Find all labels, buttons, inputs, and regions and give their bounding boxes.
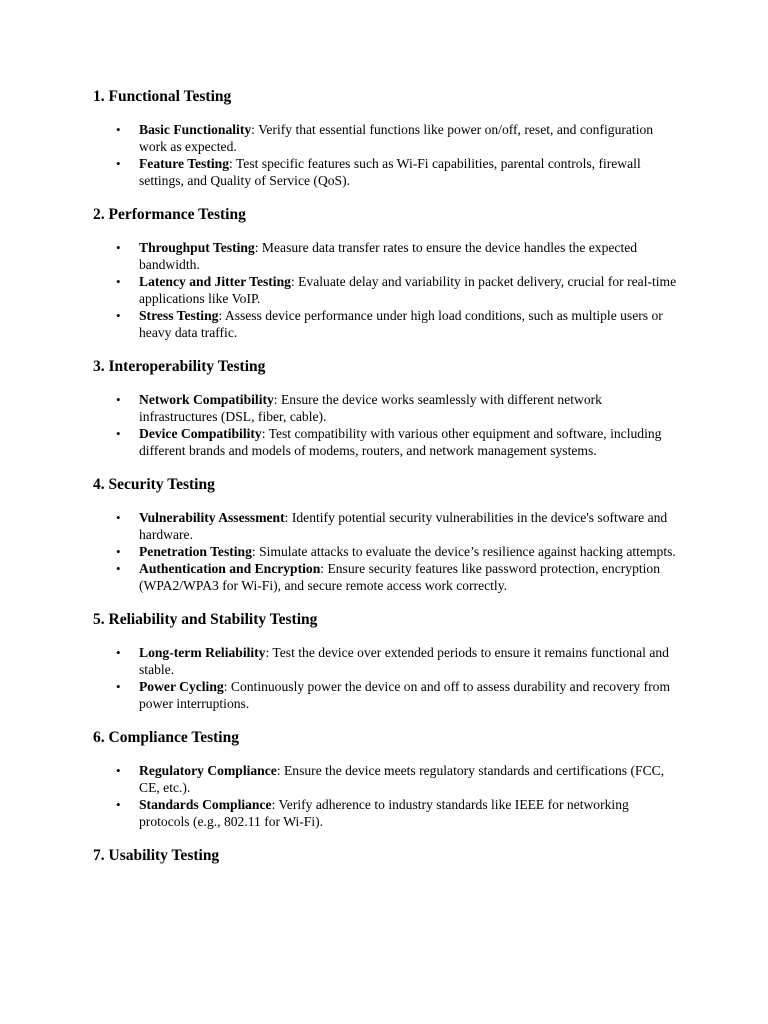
item-term: Basic Functionality [139,122,252,137]
item-text: : Evaluate delay and variability in packet delivery, crucial for real-time applications like VoIP. [139,274,677,306]
item-term: Throughput Testing [139,240,255,255]
list-item [93,509,678,543]
section-heading: 1. Functional Testing [93,88,232,105]
item-term: Network Compatibility [139,392,274,407]
list-item [93,796,678,830]
item-term: Power Cycling [139,679,224,694]
list-item [93,560,678,594]
item-text: : Verify that essential functions like power on/off, reset, and configuration work as expected. [139,122,654,154]
bullet-list [93,762,678,830]
item-text: : Test compatibility with various other equipment and software, including different brands and models of modems, routers, and network management systems. [139,426,662,458]
bullet-icon: • [116,426,121,441]
bullet-icon: • [116,308,121,323]
list-item [93,307,678,341]
bullet-icon: • [116,544,121,559]
list-item [93,273,678,307]
item-term: Standards Compliance [139,797,272,812]
item-text: : Ensure the device meets regulatory standards and certifications (FCC, CE, etc.). [139,763,665,795]
item-term: Regulatory Compliance [139,763,277,778]
bullet-icon: • [116,561,121,576]
bullet-list [93,121,678,189]
list-item [93,391,678,425]
bullet-icon: • [116,156,121,171]
section-performance-testing [93,205,678,341]
item-term: Penetration Testing [139,544,252,559]
item-text: : Ensure security features like password protection, encryption (WPA2/WPA3 for Wi-Fi), and secure remote access work correctly. [139,561,661,593]
list-item [93,155,678,189]
bullet-list [93,644,678,712]
bullet-icon: • [116,122,121,137]
section-heading: 5. Reliability and Stability Testing [93,611,318,628]
bullet-icon: • [116,510,121,525]
list-item [93,121,678,155]
section-interoperability-testing [93,357,678,459]
item-term: Feature Testing [139,156,229,171]
bullet-icon: • [116,763,121,778]
item-term: Long-term Reliability [139,645,266,660]
item-text: : Identify potential security vulnerabilities in the device's software and hardware. [139,510,668,542]
list-item [93,762,678,796]
list-item [93,543,678,560]
item-term: Authentication and Encryption [139,561,321,576]
section-heading: 4. Security Testing [93,476,215,493]
section-heading: 2. Performance Testing [93,206,246,223]
section-heading: 7. Usability Testing [93,847,220,864]
section-heading: 6. Compliance Testing [93,729,239,746]
section-functional-testing [93,87,678,189]
item-text: : Measure data transfer rates to ensure the device handles the expected bandwidth. [139,240,638,272]
section-security-testing [93,475,678,594]
item-term: Vulnerability Assessment [139,510,285,525]
list-item [93,425,678,459]
bullet-list [93,239,678,341]
section-compliance-testing [93,728,678,830]
item-term: Latency and Jitter Testing [139,274,291,289]
bullet-icon: • [116,797,121,812]
section-usability-testing [93,846,678,866]
item-text: : Simulate attacks to evaluate the device’s resilience against hacking attempts. [251,544,676,559]
item-text: : Assess device performance under high load conditions, such as multiple users or heavy data traffic. [139,308,663,340]
section-heading: 3. Interoperability Testing [93,358,266,375]
bullet-icon: • [116,392,121,407]
bullet-icon: • [116,274,121,289]
bullet-list [93,391,678,459]
bullet-list [93,509,678,594]
item-term: Stress Testing [139,308,219,323]
list-item [93,239,678,273]
item-text: : Test the device over extended periods to ensure it remains functional and stable. [139,645,669,677]
list-item [93,644,678,678]
item-text: : Ensure the device works seamlessly with different network infrastructures (DSL, fiber, cable). [139,392,602,424]
bullet-icon: • [116,645,121,660]
item-text: : Continuously power the device on and off to assess durability and recovery from power interruptions. [139,679,671,711]
item-text: : Verify adherence to industry standards like IEEE for networking protocols (e.g., 802.11 for Wi-Fi). [139,797,629,829]
item-term: Device Compatibility [139,426,262,441]
list-item [93,678,678,712]
item-text: : Test specific features such as Wi-Fi capabilities, parental controls, firewall settings, and Quality of Service (QoS). [139,156,641,188]
bullet-icon: • [116,240,121,255]
section-reliability-testing [93,610,678,712]
bullet-icon: • [116,679,121,694]
